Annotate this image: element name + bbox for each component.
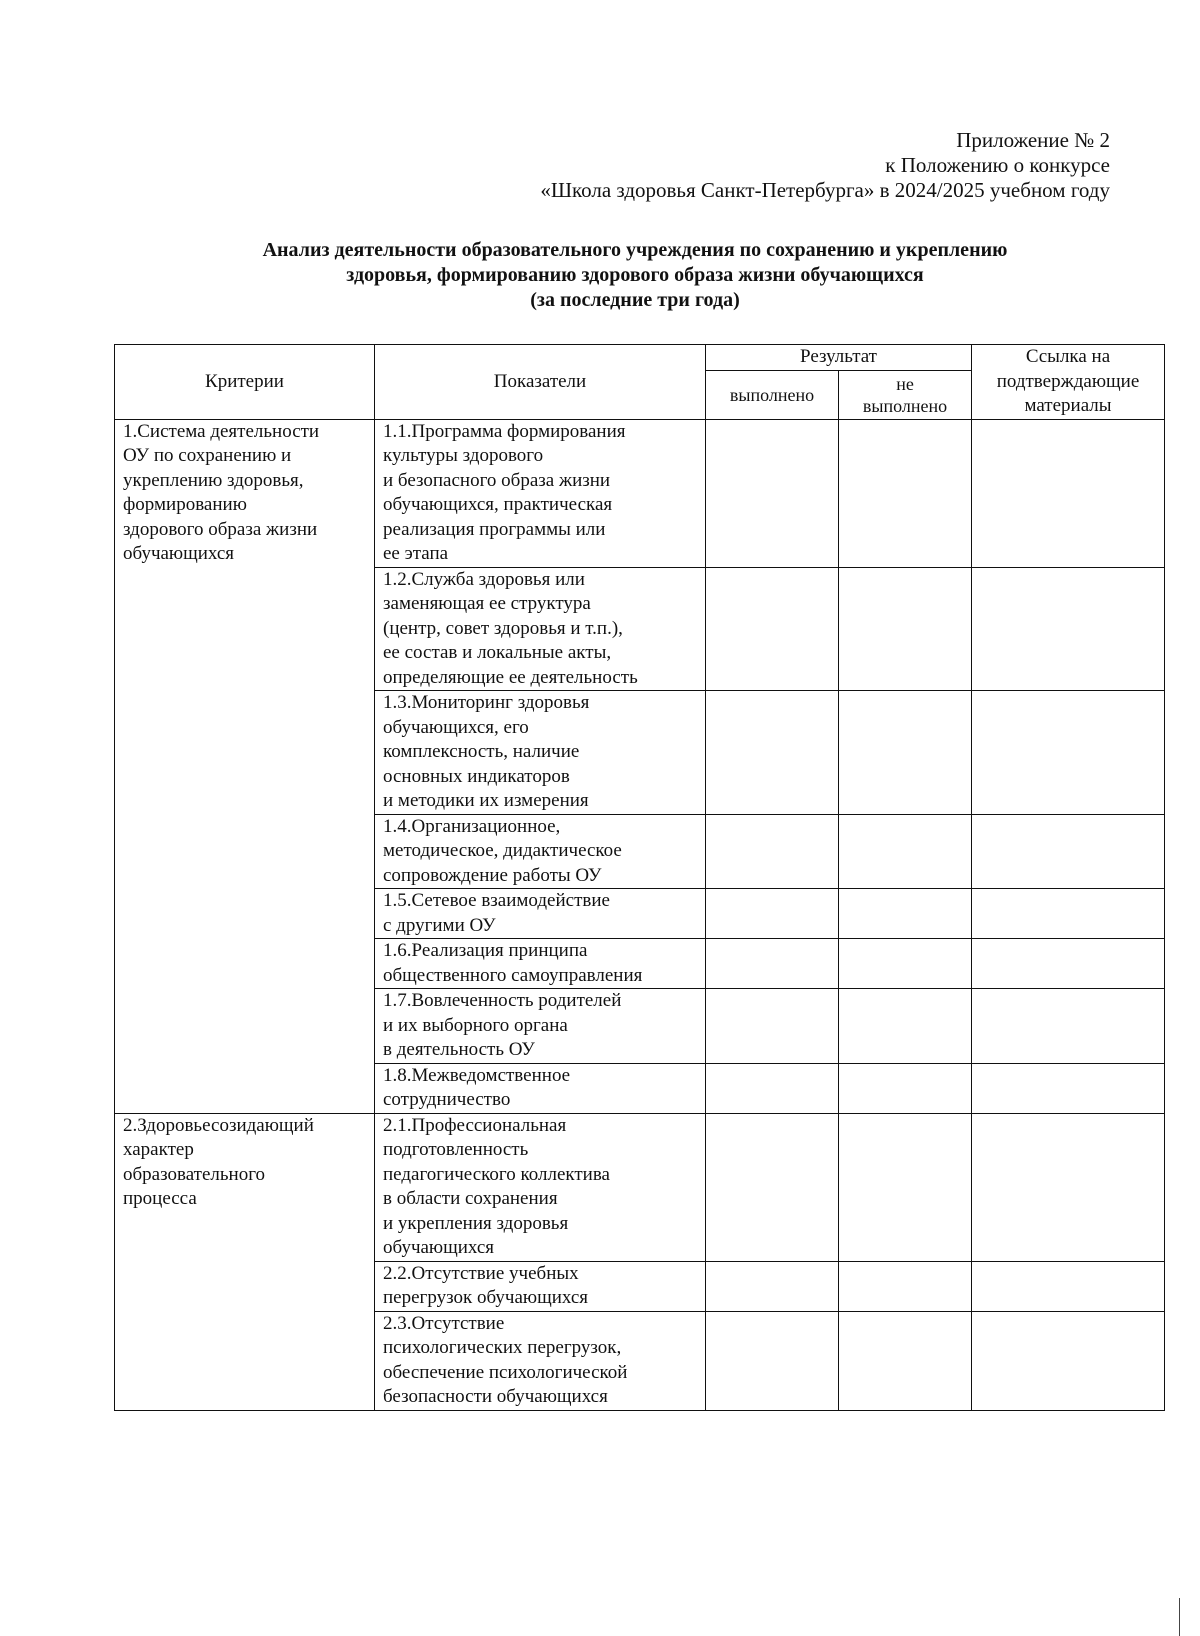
- not-done-cell[interactable]: [839, 1113, 972, 1261]
- done-cell[interactable]: [706, 419, 839, 567]
- indicator-cell: 1.6.Реализация принципа общественного самоуправления: [375, 939, 706, 989]
- analysis-table: [114, 344, 1165, 1411]
- table-row: [115, 419, 1165, 567]
- link-cell[interactable]: [972, 814, 1165, 889]
- link-cell[interactable]: [972, 1261, 1165, 1311]
- header-indicators: Показатели: [375, 345, 706, 420]
- indicator-cell: 1.4.Организационное, методическое, дидактическое сопровождение работы ОУ: [375, 814, 706, 889]
- link-cell[interactable]: [972, 1311, 1165, 1410]
- indicator-cell: 1.2.Служба здоровья или заменяющая ее структура (центр, совет здоровья и т.п.), ее состав и локальные акты, определяющие ее деятельность: [375, 567, 706, 691]
- table-row: [115, 1113, 1165, 1261]
- done-cell[interactable]: [706, 1113, 839, 1261]
- appendix-contest: «Школа здоровья Санкт-Петербурга» в 2024/2025 учебном году: [540, 178, 1110, 202]
- header-done: выполнено: [706, 371, 839, 419]
- link-cell[interactable]: [972, 691, 1165, 815]
- title-line-1: Анализ деятельности образовательного учреждения по сохранению и укреплению: [262, 239, 1008, 261]
- indicator-cell: 1.7.Вовлеченность родителей и их выборного органа в деятельность ОУ: [375, 989, 706, 1064]
- not-done-cell[interactable]: [839, 814, 972, 889]
- header-link: Ссылка на подтверждающие материалы: [972, 345, 1165, 420]
- indicator-cell: 1.3.Мониторинг здоровья обучающихся, его комплексность, наличие основных индикаторов и методики их измерения: [375, 691, 706, 815]
- not-done-cell[interactable]: [839, 567, 972, 691]
- not-done-cell[interactable]: [839, 939, 972, 989]
- done-cell[interactable]: [706, 989, 839, 1064]
- criterion-cell: 1.Система деятельности ОУ по сохранению и укреплению здоровья, формированию здорового образа жизни обучающихся: [115, 419, 375, 1113]
- indicator-cell: 1.1.Программа формирования культуры здорового и безопасного образа жизни обучающихся, практическая реализация программы или ее этапа: [375, 419, 706, 567]
- indicator-cell: 2.3.Отсутствие психологических перегрузок, обеспечение психологической безопасности обучающихся: [375, 1311, 706, 1410]
- not-done-cell[interactable]: [839, 419, 972, 567]
- title-line-2: здоровья, формированию здорового образа жизни обучающихся: [346, 264, 924, 286]
- not-done-cell[interactable]: [839, 691, 972, 815]
- indicator-cell: 1.5.Сетевое взаимодействие с другими ОУ: [375, 889, 706, 939]
- not-done-cell[interactable]: [839, 1311, 972, 1410]
- header-result: Результат: [706, 345, 972, 371]
- appendix-number: Приложение № 2: [956, 128, 1110, 152]
- link-cell[interactable]: [972, 1063, 1165, 1113]
- done-cell[interactable]: [706, 567, 839, 691]
- scan-edge-mark: [1179, 1598, 1180, 1636]
- done-cell[interactable]: [706, 691, 839, 815]
- link-cell[interactable]: [972, 939, 1165, 989]
- header-criteria: Критерии: [115, 345, 375, 420]
- indicator-cell: 2.1.Профессиональная подготовленность педагогического коллектива в области сохранения и укрепления здоровья обучающихся: [375, 1113, 706, 1261]
- link-cell[interactable]: [972, 989, 1165, 1064]
- criterion-cell: 2.Здоровьесозидающий характер образовательного процесса: [115, 1113, 375, 1410]
- not-done-cell[interactable]: [839, 889, 972, 939]
- indicator-cell: 2.2.Отсутствие учебных перегрузок обучающихся: [375, 1261, 706, 1311]
- indicator-cell: 1.8.Межведомственное сотрудничество: [375, 1063, 706, 1113]
- not-done-cell[interactable]: [839, 989, 972, 1064]
- title-line-3: (за последние три года): [530, 289, 740, 311]
- link-cell[interactable]: [972, 567, 1165, 691]
- appendix-header: [540, 128, 1110, 203]
- appendix-regulation: к Положению о конкурсе: [885, 153, 1110, 177]
- done-cell[interactable]: [706, 1311, 839, 1410]
- link-cell[interactable]: [972, 1113, 1165, 1261]
- done-cell[interactable]: [706, 814, 839, 889]
- done-cell[interactable]: [706, 889, 839, 939]
- document-title: [110, 238, 1160, 313]
- done-cell[interactable]: [706, 939, 839, 989]
- not-done-cell[interactable]: [839, 1063, 972, 1113]
- done-cell[interactable]: [706, 1063, 839, 1113]
- done-cell[interactable]: [706, 1261, 839, 1311]
- header-not-done: не выполнено: [839, 371, 972, 419]
- not-done-cell[interactable]: [839, 1261, 972, 1311]
- link-cell[interactable]: [972, 419, 1165, 567]
- link-cell[interactable]: [972, 889, 1165, 939]
